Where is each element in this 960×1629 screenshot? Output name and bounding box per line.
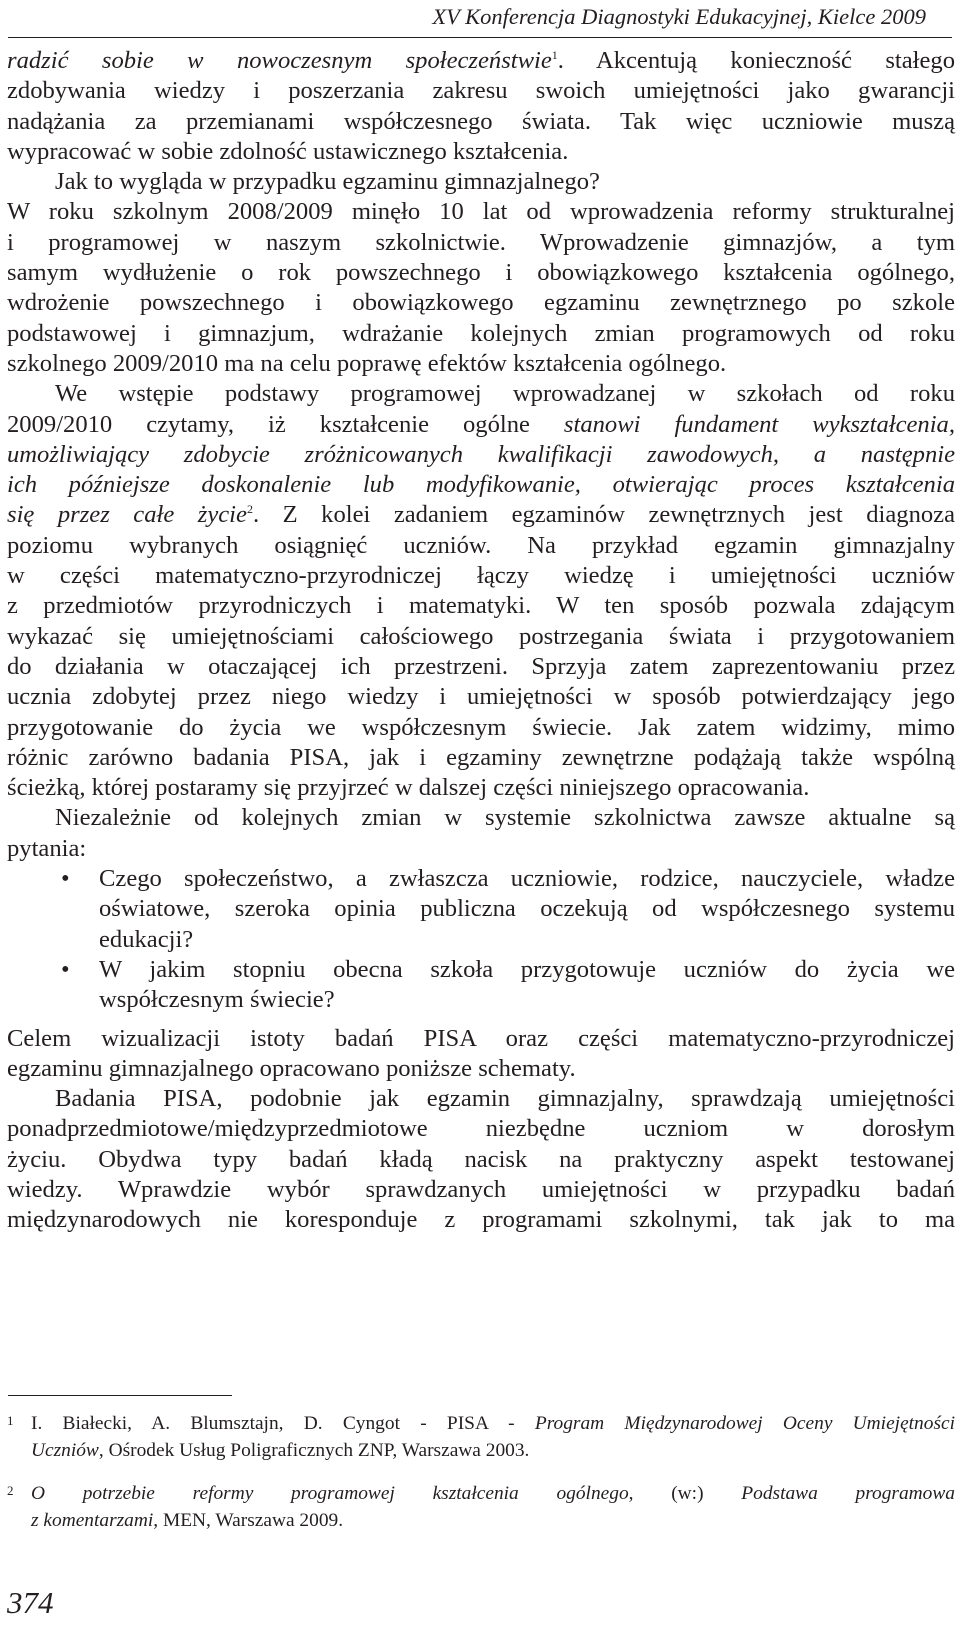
text-span: I. Białecki, A. Blumsztajn, D. Cyngot - PISA - [31, 1413, 535, 1434]
text-span: , Ośrodek Usług Poligraficznych ZNP, Warszawa 2003. [98, 1440, 530, 1461]
text-span: Program Międzynarodowej Oceny Umiejętności [534, 1413, 955, 1434]
bullet-icon: • [61, 955, 70, 983]
text-line [7, 500, 955, 530]
text-line: poziomu wybranych osiągnięć uczniów. Na przykład egzamin gimnazjalny [7, 531, 955, 559]
text-span: umożliwiający zdobycie zróżnicowanych kwalifikacji zawodowych, a następnie [7, 440, 955, 468]
bullet-icon: • [61, 865, 70, 893]
text-line [7, 470, 955, 500]
text-span: radzić sobie w nowoczesnym społeczeństwie [7, 47, 552, 74]
footnote-ref[interactable]: 2 [246, 502, 253, 517]
text-span: stanowi fundament wykształcenia, [563, 410, 955, 438]
text-line: We wstępie podstawy programowej wprowadzanej w szkołach od roku [55, 380, 955, 408]
text-line: międzynarodowych nie koresponduje z programami szkolnymi, tak jak to ma [7, 1206, 955, 1234]
text-span: . Z kolei zadaniem egzaminów zewnętrznych jest diagnoza [252, 501, 955, 529]
text-line: Jak to wygląda w przypadku egzaminu gimnazjalnego? [55, 168, 600, 196]
text-span: W jakim stopniu obecna szkoła przygotowuje uczniów do życia we [99, 955, 955, 983]
text-span: , MEN, Warszawa 2009. [153, 1510, 344, 1531]
text-span: z komentarzami [31, 1510, 154, 1531]
footnote-body [7, 1410, 955, 1464]
page-number: 374 [7, 1585, 54, 1620]
text-line: wdrożenie powszechnego i obowiązkowego egzaminu zewnętrznego po szkole [7, 289, 955, 317]
text-span: 2009/2010 czytamy, iż kształcenie ogólne [7, 410, 564, 438]
footnote-ref[interactable]: 1 [551, 48, 558, 62]
text-line: wypracować w sobie zdolność ustawicznego kształcenia. [7, 137, 569, 165]
footnote-rule [8, 1395, 232, 1396]
text-line: szkolnego 2009/2010 ma na celu poprawę efektów kształcenia ogólnego. [7, 349, 727, 377]
spacer [7, 1016, 955, 1024]
text-line: w części matematyczno-przyrodniczej łączy wiedzę i umiejętności uczniów [7, 562, 955, 590]
text-span: Czego społeczeństwo, a zwłaszcza uczniowie, rodzice, nauczyciele, władze [99, 865, 955, 893]
text-line: wiedzy. Wprawdzie wybór sprawdzanych umiejętności w przypadku badań [7, 1175, 955, 1203]
bullet-item [7, 864, 955, 894]
text-line: z przedmiotów przyrodniczych i matematyki. W ten sposób pozwala zdającym [7, 592, 955, 620]
text-span: , (w:) [628, 1483, 742, 1504]
footnote-body [7, 1480, 955, 1534]
header-rule [8, 37, 952, 38]
text-span: się przez całe życie [7, 501, 247, 529]
bullet-item [7, 955, 955, 985]
text-line: edukacji? [99, 925, 194, 953]
text-line: życiu. Obydwa typy badań kładą nacisk na praktyczny aspekt testowanej [7, 1145, 955, 1173]
text-span: Uczniów [31, 1440, 99, 1461]
text-line [7, 440, 955, 470]
text-line: nadążania za przemianami współczesnego świata. Tak więc uczniowie muszą [7, 107, 955, 135]
text-line: ponadprzedmiotowe/międzyprzedmiotowe niezbędne uczniom w dorosłym [7, 1115, 955, 1143]
text-line: ścieżką, której postaramy się przyjrzeć w dalszej części niniejszego opracowania. [7, 774, 810, 802]
footnote-line [31, 1437, 955, 1464]
text-line [7, 46, 955, 76]
text-line: współczesnym świecie? [99, 986, 335, 1014]
text-line: Celem wizualizacji istoty badań PISA oraz części matematyczno-przyrodniczej [7, 1024, 955, 1052]
text-line: przygotowanie do życia we współczesnym świecie. Jak zatem widzimy, mimo [7, 713, 955, 741]
text-line: egzaminu gimnazjalnego opracowano poniższe schematy. [7, 1054, 576, 1082]
text-line: i programowej w naszym szkolnictwie. Wprowadzenie gimnazjów, a tym [7, 228, 955, 256]
conference-title: XV Konferencja Diagnostyki Edukacyjnej, Kielce 2009 [432, 4, 926, 29]
footnote-line [31, 1507, 955, 1534]
text-line: ucznia zdobytej przez niego wiedzy i umiejętności w sposób potwierdzający jego [7, 683, 955, 711]
footnote-number: 2 [7, 1483, 14, 1498]
text-span: ich późniejsze doskonalenie lub modyfikowanie, otwierając proces kształcenia [7, 471, 955, 499]
footnote-line [31, 1480, 955, 1507]
footnote-1 [7, 1410, 955, 1464]
text-line: Badania PISA, podobnie jak egzamin gimnazjalny, sprawdzają umiejętności [55, 1085, 955, 1113]
text-line: pytania: [7, 834, 87, 862]
footnote-number: 1 [7, 1413, 14, 1428]
text-line: zdobywania wiedzy i poszerzania zakresu swoich umiejętności jako gwarancji [7, 77, 955, 105]
footnote-line [31, 1410, 955, 1437]
text-span: O potrzebie reformy programowej kształcenia ogólnego [31, 1483, 629, 1504]
text-span: Podstawa programowa [741, 1483, 955, 1504]
text-line: różnic zarówno badania PISA, jak i egzaminy zewnętrzne podążają także wspólną [7, 743, 955, 771]
text-line: oświatowe, szeroka opinia publiczna oczekują od współczesnego systemu [99, 895, 955, 923]
main-text [7, 46, 955, 1236]
text-line: wykazać się umiejętnościami całościowego postrzegania świata i przygotowaniem [7, 622, 955, 650]
text-line: do działania w otaczającej ich przestrzeni. Sprzyja zatem zaprezentowaniu przez [7, 652, 955, 680]
running-header [0, 0, 960, 44]
text-line: podstawowej i gimnazjum, wdrażanie kolejnych zmian programowych od roku [7, 319, 955, 347]
footnote-2 [7, 1480, 955, 1534]
text-line [7, 410, 955, 440]
text-line: Niezależnie od kolejnych zmian w systemie szkolnictwa zawsze aktualne są [55, 804, 955, 832]
text-line: W roku szkolnym 2008/2009 minęło 10 lat od wprowadzenia reformy strukturalnej [7, 198, 955, 226]
text-span: . Akcentują konieczność stałego [557, 47, 955, 74]
text-line: samym wydłużenie o rok powszechnego i obowiązkowego kształcenia ogólnego, [7, 259, 955, 287]
